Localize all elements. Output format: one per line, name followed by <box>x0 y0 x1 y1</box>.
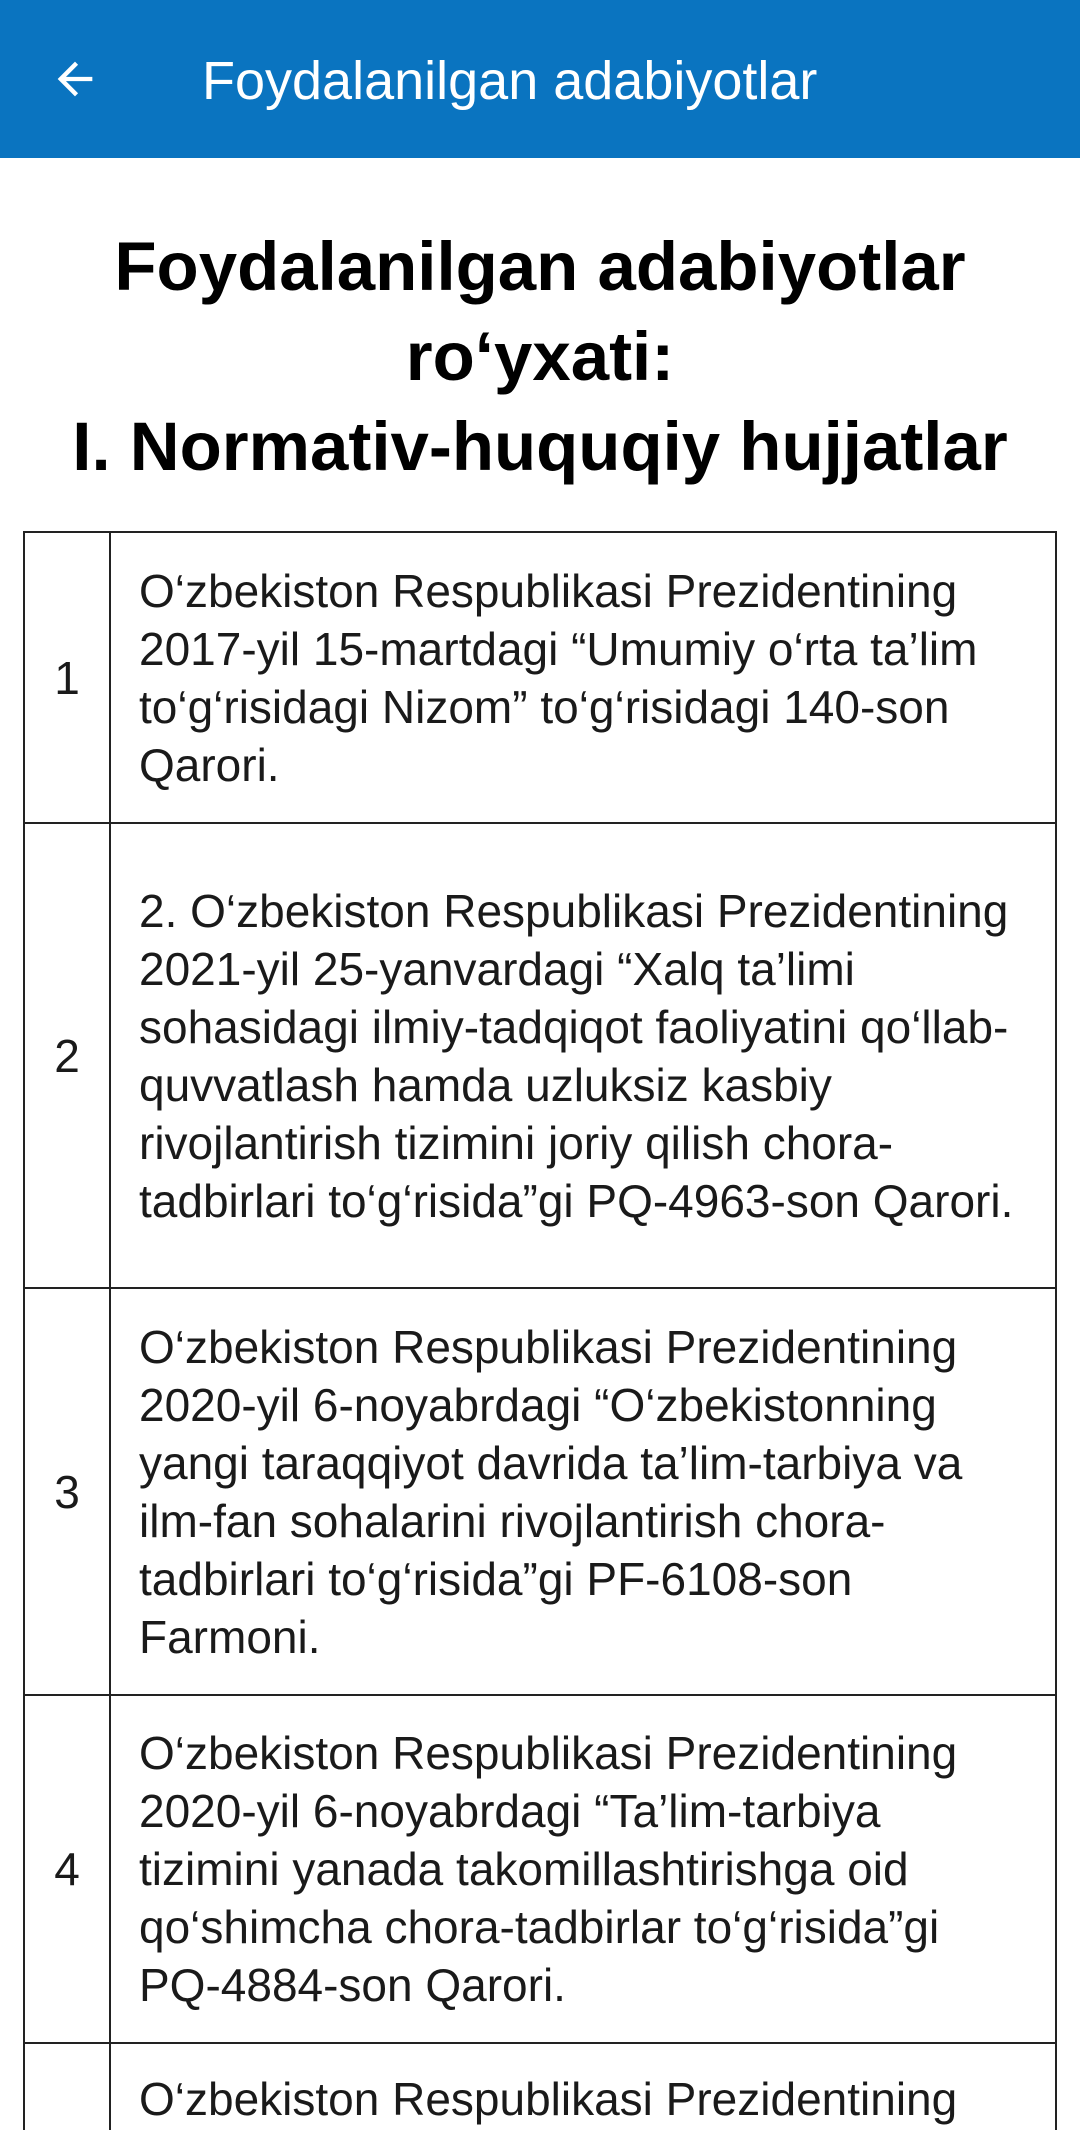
app-bar <box>0 0 1080 158</box>
content-area[interactable] <box>0 158 1080 2130</box>
row-number <box>24 2043 110 2130</box>
table-row <box>24 1695 1056 2043</box>
reference-text: O‘zbekiston Respublikasi Prezidentining 2020-yil 6-noyabrdagi “O‘zbekistonning yangi taraqqiyot davrida ta’lim-tarbiya va ilm-fan sohalarini rivojlantirish chora-tadbirlari to‘g‘risida”gi PF-6108-son Farmoni. <box>110 1288 1056 1695</box>
references-table <box>23 531 1057 2130</box>
table-row <box>24 1288 1056 1695</box>
table-row <box>24 823 1056 1288</box>
reference-text: O‘zbekiston Respublikasi Prezidentining 2020-yil 6-noyabrdagi “Ta’lim-tarbiya tizimini yanada takomillashtirishga oid qo‘shimcha chora-tadbirlar to‘g‘risida”gi PQ-4884-son Qarori. <box>110 1695 1056 2043</box>
reference-text: O‘zbekiston Respublikasi Prezidentining <box>110 2043 1056 2130</box>
table-row <box>24 532 1056 823</box>
row-number: 3 <box>24 1288 110 1695</box>
heading-line-3: I. Normativ-huquqiy hujjatlar <box>72 408 1008 485</box>
reference-text: 2. O‘zbekiston Respublikasi Prezidentining 2021-yil 25-yanvardagi “Xalq ta’limi sohasidagi ilmiy-tadqiqot faoliyatini qo‘llab-quvvatlash hamda uzluksiz kasbiy rivojlantirish tizimini joriy qilish chora-tadbirlari to‘g‘risida”gi PQ-4963-son Qarori. <box>110 823 1056 1288</box>
heading-line-2: ro‘yxati: <box>405 318 675 395</box>
table-row <box>24 2043 1056 2130</box>
app-bar-title: Foydalanilgan adabiyotlar <box>202 51 818 111</box>
page-heading <box>0 158 1080 492</box>
arrow-left-icon <box>49 53 101 105</box>
back-button[interactable] <box>40 44 110 114</box>
row-number: 4 <box>24 1695 110 2043</box>
row-number: 2 <box>24 823 110 1288</box>
heading-line-1: Foydalanilgan adabiyotlar <box>114 228 966 305</box>
row-number: 1 <box>24 532 110 823</box>
reference-text: O‘zbekiston Respublikasi Prezidentining 2017-yil 15-martdagi “Umumiy o‘rta ta’lim to‘g‘risidagi Nizom” to‘g‘risidagi 140-son Qarori. <box>110 532 1056 823</box>
